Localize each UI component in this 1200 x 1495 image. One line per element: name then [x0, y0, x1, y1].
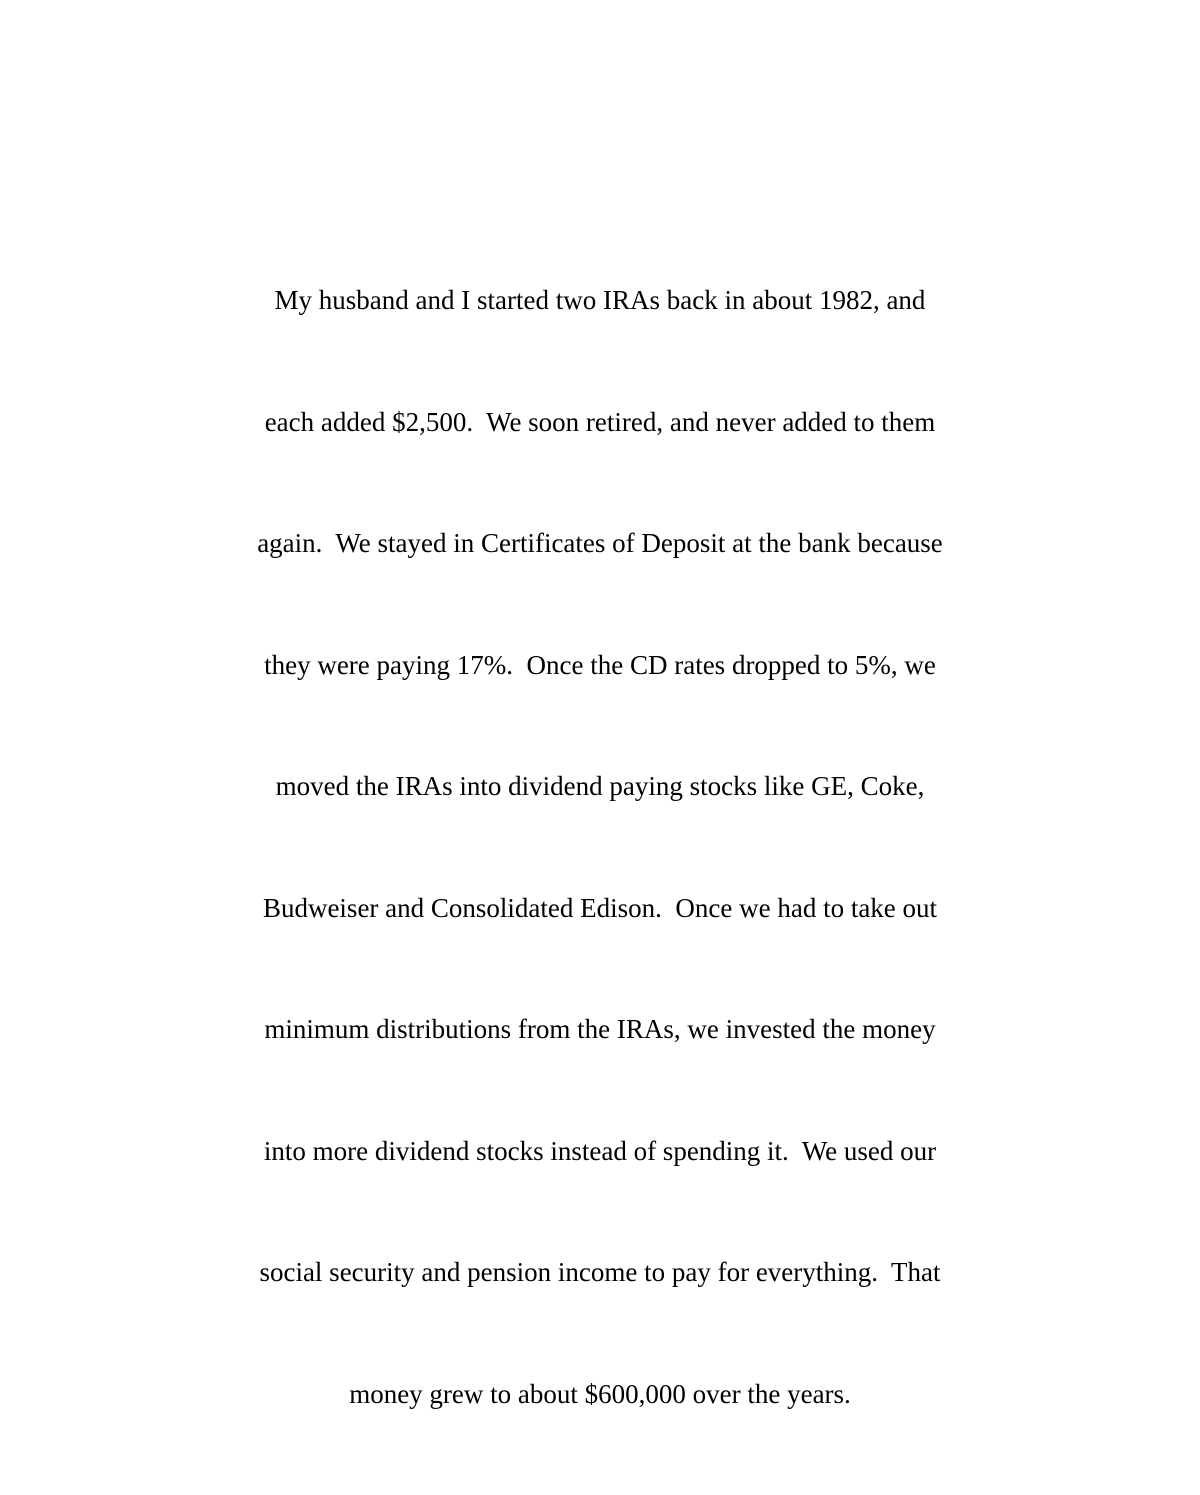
body-paragraph	[150, 199, 1050, 1495]
paragraph-line-2: each added $2,500. We soon retired, and never added to them	[264, 406, 936, 437]
paragraph-line-4: they were paying 17%. Once the CD rates dropped to 5%, we	[264, 649, 936, 680]
paragraph-line-5: moved the IRAs into dividend paying stocks like GE, Coke,	[275, 771, 925, 801]
paragraph-line-1: My husband and I started two IRAs back in about 1982, and	[274, 285, 926, 315]
paragraph-line-8: into more dividend stocks instead of spending it. We used our	[263, 1135, 937, 1166]
paragraph-line-10: money grew to about $600,000 over the years.	[349, 1378, 851, 1409]
paragraph-line-6: Budweiser and Consolidated Edison. Once we had to take out	[262, 892, 938, 923]
paragraph-line-9: social security and pension income to pay for everything. That	[259, 1257, 941, 1287]
paragraph-line-7: minimum distributions from the IRAs, we invested the money	[264, 1014, 936, 1044]
paragraph-line-3: again. We stayed in Certificates of Deposit at the bank because	[257, 528, 943, 558]
